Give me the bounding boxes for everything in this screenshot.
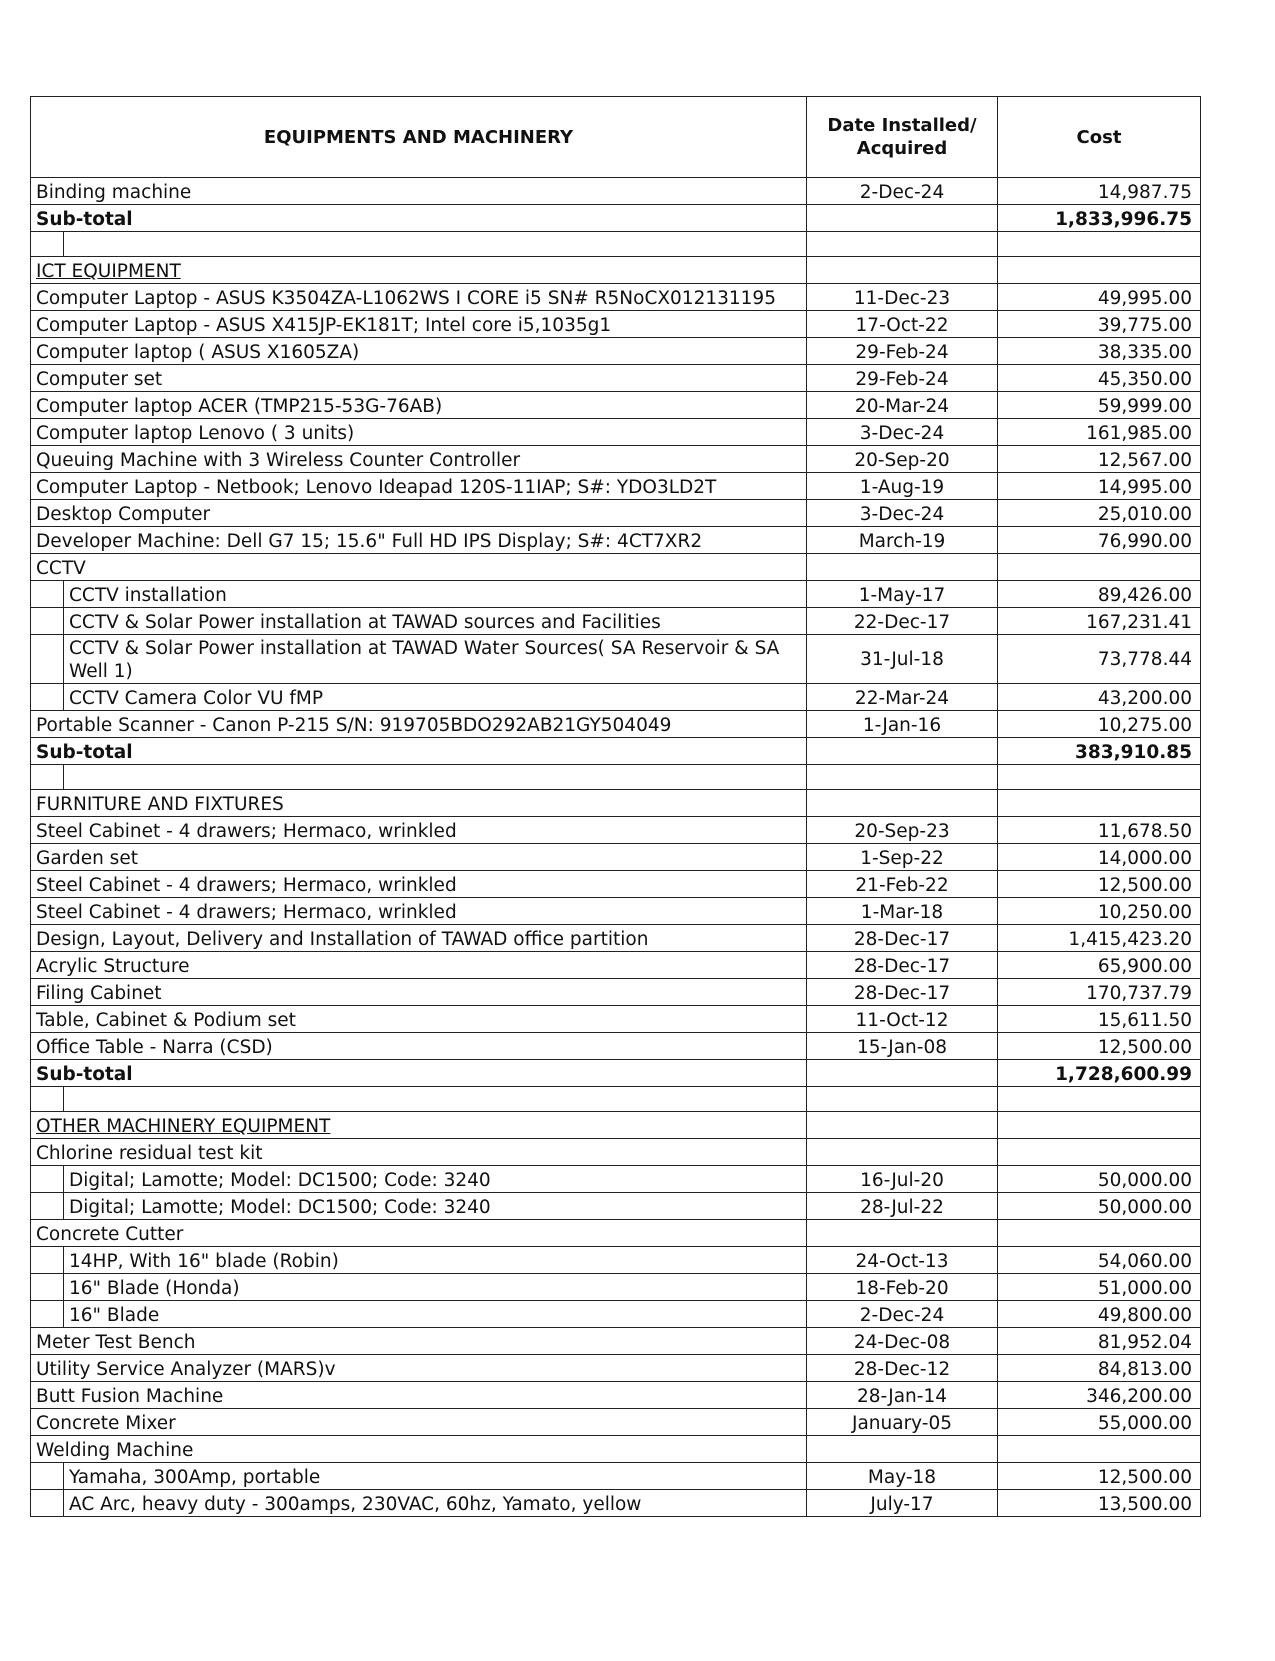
item-cost: 1,415,423.20: [998, 925, 1201, 952]
item-cost: 50,000.00: [998, 1166, 1201, 1193]
table-row: [31, 844, 1201, 871]
sub-item-row: [31, 1193, 1201, 1220]
table-row: [31, 1328, 1201, 1355]
date-cell: [807, 554, 998, 581]
date-installed: 18-Feb-20: [807, 1274, 998, 1301]
sub-item-row: [31, 1166, 1201, 1193]
item-description: Computer set: [31, 365, 807, 392]
blank-row: [31, 765, 1201, 790]
item-cost: 49,995.00: [998, 284, 1201, 311]
table-header-row: [31, 97, 1201, 178]
item-cost: 43,200.00: [998, 684, 1201, 711]
item-cost: 39,775.00: [998, 311, 1201, 338]
sub-item-row: [31, 1301, 1201, 1328]
date-installed: May-18: [807, 1463, 998, 1490]
item-cost: 12,567.00: [998, 446, 1201, 473]
group-heading-row: [31, 1436, 1201, 1463]
item-cost: 65,900.00: [998, 952, 1201, 979]
sub-item-row: [31, 684, 1201, 711]
blank-cell: [807, 765, 998, 790]
date-installed: 3-Dec-24: [807, 500, 998, 527]
item-description: Garden set: [31, 844, 807, 871]
group-heading: Welding Machine: [31, 1436, 807, 1463]
header-description: EQUIPMENTS AND MACHINERY: [31, 97, 807, 178]
date-installed: 24-Oct-13: [807, 1247, 998, 1274]
blank-cell: [807, 1087, 998, 1112]
item-description: CCTV & Solar Power installation at TAWAD Water Sources( SA Reservoir & SA Well 1): [31, 635, 807, 684]
table-row: [31, 284, 1201, 311]
blank-cell: [807, 232, 998, 257]
sub-item-row: [31, 635, 1201, 684]
date-installed: 22-Dec-17: [807, 608, 998, 635]
item-description: Computer Laptop - ASUS X415JP-EK181T; Intel core i5,1035g1: [31, 311, 807, 338]
table-row: [31, 898, 1201, 925]
blank-cell: [998, 232, 1201, 257]
section-heading: OTHER MACHINERY EQUIPMENT: [31, 1112, 807, 1139]
item-description: AC Arc, heavy duty - 300amps, 230VAC, 60hz, Yamato, yellow: [31, 1490, 807, 1517]
table-row: [31, 500, 1201, 527]
item-description: Butt Fusion Machine: [31, 1382, 807, 1409]
date-installed: 29-Feb-24: [807, 365, 998, 392]
date-installed: 31-Jul-18: [807, 635, 998, 684]
item-description: Yamaha, 300Amp, portable: [31, 1463, 807, 1490]
group-heading-row: [31, 1139, 1201, 1166]
table-row: [31, 925, 1201, 952]
item-cost: 170,737.79: [998, 979, 1201, 1006]
table-body: [31, 178, 1201, 1517]
item-cost: 50,000.00: [998, 1193, 1201, 1220]
group-heading: Chlorine residual test kit: [31, 1139, 807, 1166]
date-installed: 29-Feb-24: [807, 338, 998, 365]
table-row: [31, 1382, 1201, 1409]
date-installed: 28-Jan-14: [807, 1382, 998, 1409]
item-cost: 14,987.75: [998, 178, 1201, 205]
item-cost: 45,350.00: [998, 365, 1201, 392]
header-cost: Cost: [998, 97, 1201, 178]
header-date: Date Installed/ Acquired: [807, 97, 998, 178]
date-installed: 28-Dec-17: [807, 925, 998, 952]
table-row: [31, 446, 1201, 473]
item-cost: 161,985.00: [998, 419, 1201, 446]
section-heading-row: [31, 257, 1201, 284]
equipment-table-sheet: [30, 96, 1200, 1517]
date-cell: [807, 738, 998, 765]
table-row: [31, 1033, 1201, 1060]
item-description: Utility Service Analyzer (MARS)v: [31, 1355, 807, 1382]
item-cost: 346,200.00: [998, 1382, 1201, 1409]
item-description: Desktop Computer: [31, 500, 807, 527]
item-description: Developer Machine: Dell G7 15; 15.6" Full HD IPS Display; S#: 4CT7XR2: [31, 527, 807, 554]
date-cell: [807, 790, 998, 817]
blank-row: [31, 232, 1201, 257]
item-description: Steel Cabinet - 4 drawers; Hermaco, wrinkled: [31, 817, 807, 844]
item-cost: 11,678.50: [998, 817, 1201, 844]
sub-item-row: [31, 581, 1201, 608]
date-installed: 20-Mar-24: [807, 392, 998, 419]
equipment-table: [30, 96, 1201, 1517]
item-description: Acrylic Structure: [31, 952, 807, 979]
date-installed: 28-Jul-22: [807, 1193, 998, 1220]
blank-cell: [998, 765, 1201, 790]
subtotal-amount: 1,728,600.99: [998, 1060, 1201, 1087]
subtotal-amount: 383,910.85: [998, 738, 1201, 765]
item-cost: 167,231.41: [998, 608, 1201, 635]
item-description: Binding machine: [31, 178, 807, 205]
blank-cell: [31, 232, 807, 257]
date-installed: 2-Dec-24: [807, 178, 998, 205]
item-description: Concrete Mixer: [31, 1409, 807, 1436]
date-cell: [807, 257, 998, 284]
date-installed: 20-Sep-20: [807, 446, 998, 473]
table-row: [31, 338, 1201, 365]
table-row: [31, 817, 1201, 844]
date-installed: 21-Feb-22: [807, 871, 998, 898]
table-row: [31, 952, 1201, 979]
table-row: [31, 392, 1201, 419]
item-description: Computer laptop Lenovo ( 3 units): [31, 419, 807, 446]
item-description: Design, Layout, Delivery and Installation of TAWAD office partition: [31, 925, 807, 952]
date-installed: 1-Jan-16: [807, 711, 998, 738]
sub-item-row: [31, 1490, 1201, 1517]
date-installed: March-19: [807, 527, 998, 554]
item-description: CCTV installation: [31, 581, 807, 608]
date-installed: January-05: [807, 1409, 998, 1436]
date-installed: 1-Sep-22: [807, 844, 998, 871]
item-description: 14HP, With 16" blade (Robin): [31, 1247, 807, 1274]
item-cost: 14,995.00: [998, 473, 1201, 500]
item-description: Computer Laptop - Netbook; Lenovo Ideapad 120S-11IAP; S#: YDO3LD2T: [31, 473, 807, 500]
date-installed: 1-May-17: [807, 581, 998, 608]
section-heading: ICT EQUIPMENT: [31, 257, 807, 284]
table-row: [31, 365, 1201, 392]
date-installed: 17-Oct-22: [807, 311, 998, 338]
item-cost: 81,952.04: [998, 1328, 1201, 1355]
table-row: [31, 178, 1201, 205]
item-cost: 25,010.00: [998, 500, 1201, 527]
item-description: Queuing Machine with 3 Wireless Counter Controller: [31, 446, 807, 473]
group-heading-row: [31, 554, 1201, 581]
item-cost: 76,990.00: [998, 527, 1201, 554]
date-installed: 11-Dec-23: [807, 284, 998, 311]
section-heading: FURNITURE AND FIXTURES: [31, 790, 807, 817]
date-cell: [807, 1112, 998, 1139]
item-description: CCTV Camera Color VU fMP: [31, 684, 807, 711]
table-row: [31, 527, 1201, 554]
table-row: [31, 1409, 1201, 1436]
group-heading-row: [31, 1220, 1201, 1247]
item-description: Computer Laptop - ASUS K3504ZA-L1062WS I CORE i5 SN# R5NoCX012131195: [31, 284, 807, 311]
date-installed: 2-Dec-24: [807, 1301, 998, 1328]
blank-cell: [998, 1087, 1201, 1112]
date-installed: 15-Jan-08: [807, 1033, 998, 1060]
sub-item-row: [31, 608, 1201, 635]
item-cost: 49,800.00: [998, 1301, 1201, 1328]
item-description: Computer laptop ACER (TMP215-53G-76AB): [31, 392, 807, 419]
item-cost: 12,500.00: [998, 1033, 1201, 1060]
item-description: Steel Cabinet - 4 drawers; Hermaco, wrinkled: [31, 871, 807, 898]
item-cost: 51,000.00: [998, 1274, 1201, 1301]
item-description: 16" Blade (Honda): [31, 1274, 807, 1301]
table-row: [31, 711, 1201, 738]
item-cost: 54,060.00: [998, 1247, 1201, 1274]
date-cell: [807, 1220, 998, 1247]
table-row: [31, 979, 1201, 1006]
blank-row: [31, 1087, 1201, 1112]
item-description: Portable Scanner - Canon P-215 S/N: 919705BDO292AB21GY504049: [31, 711, 807, 738]
item-cost: 10,250.00: [998, 898, 1201, 925]
item-cost: 12,500.00: [998, 871, 1201, 898]
item-description: CCTV & Solar Power installation at TAWAD sources and Facilities: [31, 608, 807, 635]
cost-cell: [998, 1112, 1201, 1139]
item-cost: 12,500.00: [998, 1463, 1201, 1490]
item-description: Office Table - Narra (CSD): [31, 1033, 807, 1060]
date-cell: [807, 205, 998, 232]
cost-cell: [998, 1220, 1201, 1247]
cost-cell: [998, 1139, 1201, 1166]
date-cell: [807, 1436, 998, 1463]
item-description: Filing Cabinet: [31, 979, 807, 1006]
cost-cell: [998, 1436, 1201, 1463]
sub-item-row: [31, 1247, 1201, 1274]
item-cost: 84,813.00: [998, 1355, 1201, 1382]
date-cell: [807, 1060, 998, 1087]
item-cost: 73,778.44: [998, 635, 1201, 684]
date-installed: 28-Dec-17: [807, 952, 998, 979]
date-installed: 16-Jul-20: [807, 1166, 998, 1193]
item-cost: 15,611.50: [998, 1006, 1201, 1033]
subtotal-amount: 1,833,996.75: [998, 205, 1201, 232]
blank-cell: [31, 1087, 807, 1112]
item-description: Meter Test Bench: [31, 1328, 807, 1355]
date-installed: 1-Mar-18: [807, 898, 998, 925]
item-cost: 10,275.00: [998, 711, 1201, 738]
date-installed: 3-Dec-24: [807, 419, 998, 446]
date-cell: [807, 1139, 998, 1166]
table-row: [31, 311, 1201, 338]
section-heading-row: [31, 1112, 1201, 1139]
cost-cell: [998, 790, 1201, 817]
cost-cell: [998, 554, 1201, 581]
item-description: 16" Blade: [31, 1301, 807, 1328]
date-installed: 1-Aug-19: [807, 473, 998, 500]
date-installed: 11-Oct-12: [807, 1006, 998, 1033]
item-cost: 89,426.00: [998, 581, 1201, 608]
subtotal-label: Sub-total: [31, 205, 807, 232]
item-description: Digital; Lamotte; Model: DC1500; Code: 3240: [31, 1166, 807, 1193]
subtotal-label: Sub-total: [31, 1060, 807, 1087]
item-cost: 55,000.00: [998, 1409, 1201, 1436]
blank-cell: [31, 765, 807, 790]
group-heading: CCTV: [31, 554, 807, 581]
table-row: [31, 1006, 1201, 1033]
group-heading: Concrete Cutter: [31, 1220, 807, 1247]
item-cost: 38,335.00: [998, 338, 1201, 365]
item-description: Table, Cabinet & Podium set: [31, 1006, 807, 1033]
sub-item-row: [31, 1463, 1201, 1490]
date-installed: July-17: [807, 1490, 998, 1517]
subtotal-row: [31, 738, 1201, 765]
table-row: [31, 1355, 1201, 1382]
subtotal-row: [31, 205, 1201, 232]
date-installed: 28-Dec-12: [807, 1355, 998, 1382]
table-row: [31, 871, 1201, 898]
item-cost: 59,999.00: [998, 392, 1201, 419]
cost-cell: [998, 257, 1201, 284]
subtotal-label: Sub-total: [31, 738, 807, 765]
section-heading-row: [31, 790, 1201, 817]
date-installed: 24-Dec-08: [807, 1328, 998, 1355]
item-cost: 14,000.00: [998, 844, 1201, 871]
subtotal-row: [31, 1060, 1201, 1087]
date-installed: 20-Sep-23: [807, 817, 998, 844]
date-installed: 28-Dec-17: [807, 979, 998, 1006]
item-cost: 13,500.00: [998, 1490, 1201, 1517]
date-installed: 22-Mar-24: [807, 684, 998, 711]
item-description: Steel Cabinet - 4 drawers; Hermaco, wrinkled: [31, 898, 807, 925]
table-row: [31, 419, 1201, 446]
item-description: Digital; Lamotte; Model: DC1500; Code: 3240: [31, 1193, 807, 1220]
item-description: Computer laptop ( ASUS X1605ZA): [31, 338, 807, 365]
sub-item-row: [31, 1274, 1201, 1301]
table-row: [31, 473, 1201, 500]
